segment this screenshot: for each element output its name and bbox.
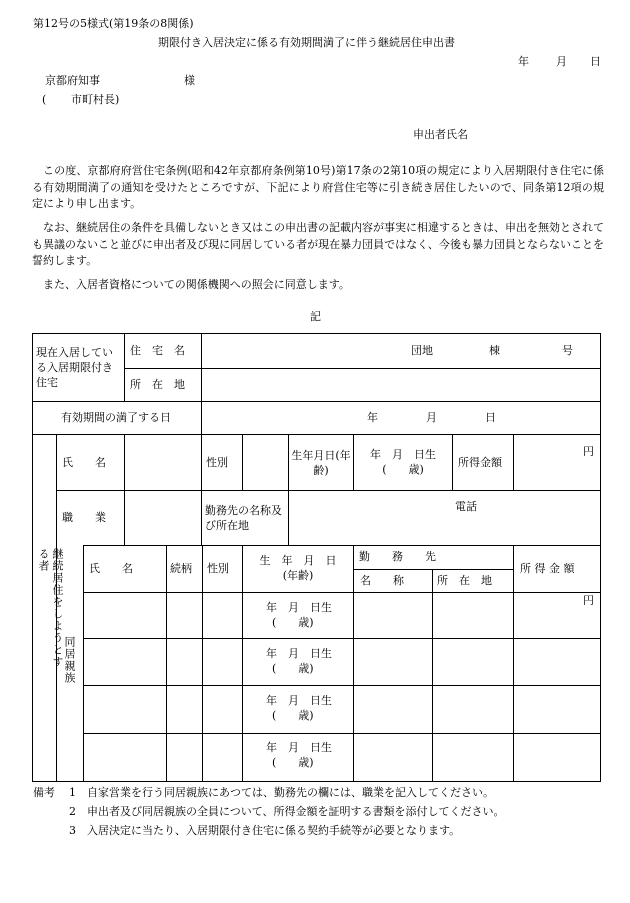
- applicant-sex-label: 性別: [206, 456, 228, 469]
- mune-label: 棟: [489, 344, 500, 357]
- note-1-number: 1: [69, 786, 76, 799]
- continuing-resident-side-label: 継続居住をしようとする者: [37, 548, 64, 668]
- family-row-2-birthdate: 年 月 日生: [266, 647, 332, 660]
- form-number: 第12号の5様式(第19条の8関係): [33, 17, 194, 30]
- danchi-label: 団地: [411, 344, 433, 357]
- family-income-yen: 円: [583, 594, 594, 607]
- family-row-3-birthdate: 年 月 日生: [266, 694, 332, 707]
- family-row-1-birthdate: 年 月 日生: [266, 601, 332, 614]
- family-relation-header: 続柄: [170, 562, 192, 575]
- applicant-birthdate-label: 生年月日(年齢): [291, 449, 351, 477]
- recipient-mayor: 市町村長): [71, 93, 120, 106]
- ki-label: 記: [310, 310, 321, 323]
- family-birthdate-header: 生 年 月 日: [259, 554, 337, 567]
- applicant-income-yen: 円: [583, 445, 594, 458]
- go-label: 号: [562, 344, 573, 357]
- family-workplace-name-header: 名 称: [360, 574, 404, 587]
- family-row-1-age: ( 歳): [272, 616, 314, 629]
- recipient-governor: 京都府知事: [45, 74, 100, 87]
- applicant-name-cell-label: 氏 名: [62, 456, 106, 469]
- family-members-label: 同居親族: [63, 636, 76, 684]
- family-workplace-location-header: 所 在 地: [437, 574, 492, 587]
- note-2-number: 2: [69, 805, 76, 818]
- expiry-date-label: 有効期間の満了する日: [61, 411, 171, 424]
- housing-location-label: 所 在 地: [130, 378, 185, 391]
- family-age-header: (年齢): [282, 569, 314, 582]
- recipient-paren: (: [42, 93, 47, 106]
- applicant-birthdate-value: 年 月 日生: [370, 448, 436, 461]
- family-row-3-age: ( 歳): [272, 709, 314, 722]
- applicant-age-value: ( 歳): [382, 463, 424, 476]
- family-income-header: 所 得 金 額: [520, 562, 575, 575]
- note-3-text: 入居決定に当たり、入居期限付き住宅に係る契約手続等が必要となります。: [87, 824, 461, 837]
- applicant-phone-label: 電話: [455, 500, 477, 513]
- notes-label: 備考: [33, 786, 55, 799]
- expiry-year: 年: [367, 411, 378, 424]
- family-row-4-birthdate: 年 月 日生: [266, 741, 332, 754]
- note-3-number: 3: [69, 824, 76, 837]
- family-row-2-age: ( 歳): [272, 662, 314, 675]
- note-1-text: 自家営業を行う同居親族にあつては、勤務先の欄には、職業を記入してください。: [87, 786, 494, 799]
- date-month: 月: [556, 55, 567, 68]
- housing-name-label: 住 宅 名: [130, 344, 185, 357]
- body-paragraph-3: また、入居者資格についての関係機関への照会に同意します。: [43, 278, 350, 291]
- applicant-name-label: 申出者氏名: [413, 128, 468, 141]
- expiry-month: 月: [426, 411, 437, 424]
- page-title: 期限付き入居決定に係る有効期間満了に伴う継続居住申出書: [158, 36, 455, 49]
- family-name-header: 氏 名: [89, 562, 133, 575]
- family-row-4-age: ( 歳): [272, 756, 314, 769]
- body-paragraph-2: なお、継続居住の条件を具備しないとき又はこの申出書の記載内容が事実に相違するときは、申出を無効とされても異議のないこと並びに申出者及び現に同居している者が現在暴力団員ではなく、今後も暴力団員とならないことを誓約します。: [32, 221, 604, 267]
- expiry-day: 日: [485, 411, 496, 424]
- family-sex-header: 性別: [207, 562, 229, 575]
- body-paragraph-1: この度、京都府府営住宅条例(昭和42年京都府条例第10号)第17条の2第10項の規定により入居期限付き住宅に係る有効期間満了の通知を受けたところですが、下記により府営住宅等に引き続き居住したいので、同条第12項の規定により申し出ます。: [32, 164, 604, 210]
- recipient-sama: 様: [184, 74, 195, 87]
- date-year: 年: [518, 55, 529, 68]
- applicant-workplace-label: 勤務先の名称及び所在地: [205, 504, 282, 532]
- current-housing-label: 現在入居している入居期限付き住宅: [36, 346, 113, 389]
- note-2-text: 申出者及び同居親族の全員について、所得金額を証明する書類を添付してください。: [87, 805, 505, 818]
- family-workplace-header: 勤 務 先: [359, 550, 436, 563]
- applicant-income-label: 所得金額: [458, 456, 502, 469]
- date-day: 日: [590, 55, 601, 68]
- applicant-occupation-label: 職 業: [62, 511, 106, 524]
